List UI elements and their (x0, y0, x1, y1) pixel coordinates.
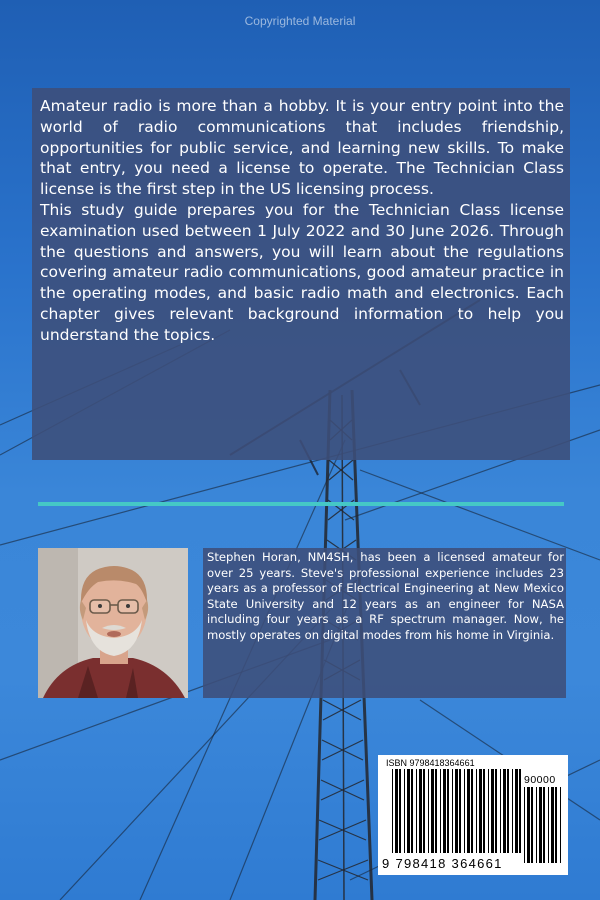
isbn-label: ISBN 9798418364661 (386, 758, 475, 768)
price-code: 90000 (524, 774, 556, 786)
description-paragraph-2: This study guide prepares you for the Technician Class license examination used between 1 July 2022 and 30 June 2026. Through the questions and answers, you will learn about the regulations covering amateur radio communications, good amateur practice in the operating modes, and basic radio math and electronics. Each chapter gives relevant background information to help you understand the topics. (40, 200, 564, 344)
author-photo (38, 548, 188, 698)
author-bio-panel (203, 548, 566, 698)
author-portrait-illustration (38, 548, 188, 698)
author-bio-text: Stephen Horan, NM4SH, has been a licensed amateur for over 25 years. Steve's professional experience includes 23 years as a professor of Electrical Engineering at New Mexico State University and 12 years as an engineer for NASA including four years as a RF spectrum manager. Now, he mostly operates on digital modes from his home in Virginia. (207, 550, 564, 642)
teal-divider (38, 502, 564, 506)
copyright-watermark: Copyrighted Material (244, 14, 356, 28)
description-paragraph-1: Amateur radio is more than a hobby. It is your entry point into the world of radio communications that includes friendship, opportunities for public service, and learning new skills. To make that entry, you need a license to operate. The Technician Class license is the first step in the US licensing process. (40, 97, 564, 199)
isbn-barcode (378, 755, 568, 875)
description-panel (32, 88, 570, 460)
isbn-digits: 9 798418 364661 (382, 856, 503, 871)
